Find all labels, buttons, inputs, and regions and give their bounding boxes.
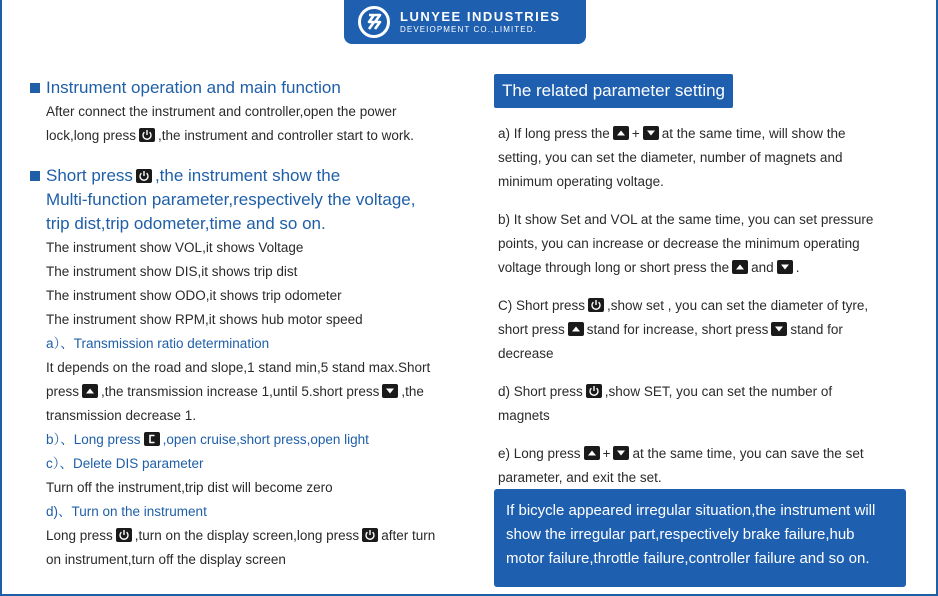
light-button-icon [144,432,160,446]
down-button-icon [771,322,787,336]
info-line: The instrument show ODO,it shows trip odometer [46,288,342,303]
brand-header [344,0,586,44]
param-d: d) Short press ,show SET, you can set the number of magnets [498,384,833,423]
section-heading-short-press: Short press ,the instrument show the Multi-function parameter,respectively the voltage, trip dist,trip odometer,time and so on. [30,164,470,236]
subheading-b: b）、Long press ,open cruise,short press,open light [46,432,369,447]
param-b: b) It show Set and VOL at the same time, you can set pressure points, you can increase or decrease the minimum operating voltage through long or short press the and . [498,212,874,275]
down-button-icon [613,446,629,460]
power-button-icon [588,298,604,312]
info-line: The instrument show DIS,it shows trip dist [46,264,298,279]
power-button-icon [136,169,152,183]
brand-name: LUNYEE INDUSTRIES [400,9,561,24]
text-a: It depends on the road and slope,1 stand min,5 stand max.Short [46,360,431,375]
brand-subtitle: DEVEIOPMENT CO.,LIMITED. [400,25,537,34]
up-button-icon [732,260,748,274]
section-heading-main: Instrument operation and main function [30,76,470,100]
power-button-icon [139,128,155,142]
intro-text: lock,long press ,the instrument and controller start to work. [46,128,414,143]
power-button-icon [116,528,132,542]
up-button-icon [82,384,98,398]
power-button-icon [362,528,378,542]
subheading-d: d)、Turn on the instrument [46,504,207,519]
info-line: The instrument show VOL,it shows Voltage [46,240,304,255]
text-a: transmission decrease 1. [46,408,197,423]
param-a: a) If long press the + at the same time, will show the setting, you can set the diameter, number of magnets and minimum operating voltage. [498,126,846,189]
down-button-icon [382,384,398,398]
subheading-a: a）、Transmission ratio determination [46,336,270,351]
left-column [30,76,470,572]
text-c: Turn off the instrument,trip dist will become zero [46,480,333,495]
brand-logo-icon [358,6,390,38]
intro-text: After connect the instrument and controller,open the power [46,104,397,119]
down-button-icon [777,260,793,274]
text-a: press ,the transmission increase 1,until 5.short press ,the [46,384,424,399]
info-line: The instrument show RPM,it shows hub motor speed [46,312,363,327]
param-e: e) Long press + at the same time, you can save the set parameter, and exit the set. [498,446,864,485]
up-button-icon [568,322,584,336]
subheading-c: c）、Delete DIS parameter [46,456,204,471]
power-button-icon [586,384,602,398]
parameter-setting-title: The related parameter setting [494,74,733,108]
up-button-icon [613,126,629,140]
up-button-icon [584,446,600,460]
text-d: Long press ,turn on the display screen,long press after turn [46,528,436,543]
text-d: on instrument,turn off the display screen [46,552,286,567]
bullet-square-icon [30,83,40,93]
right-column [494,74,906,490]
bullet-square-icon [30,171,40,181]
param-c: C) Short press ,show set , you can set the diameter of tyre, short press stand for increase, short press stand for decrease [498,298,869,361]
down-button-icon [643,126,659,140]
irregular-situation-note: If bicycle appeared irregular situation,the instrument will show the irregular part,respectively brake failure,hub motor failure,throttle failure,controller failure and so on. [494,489,906,587]
